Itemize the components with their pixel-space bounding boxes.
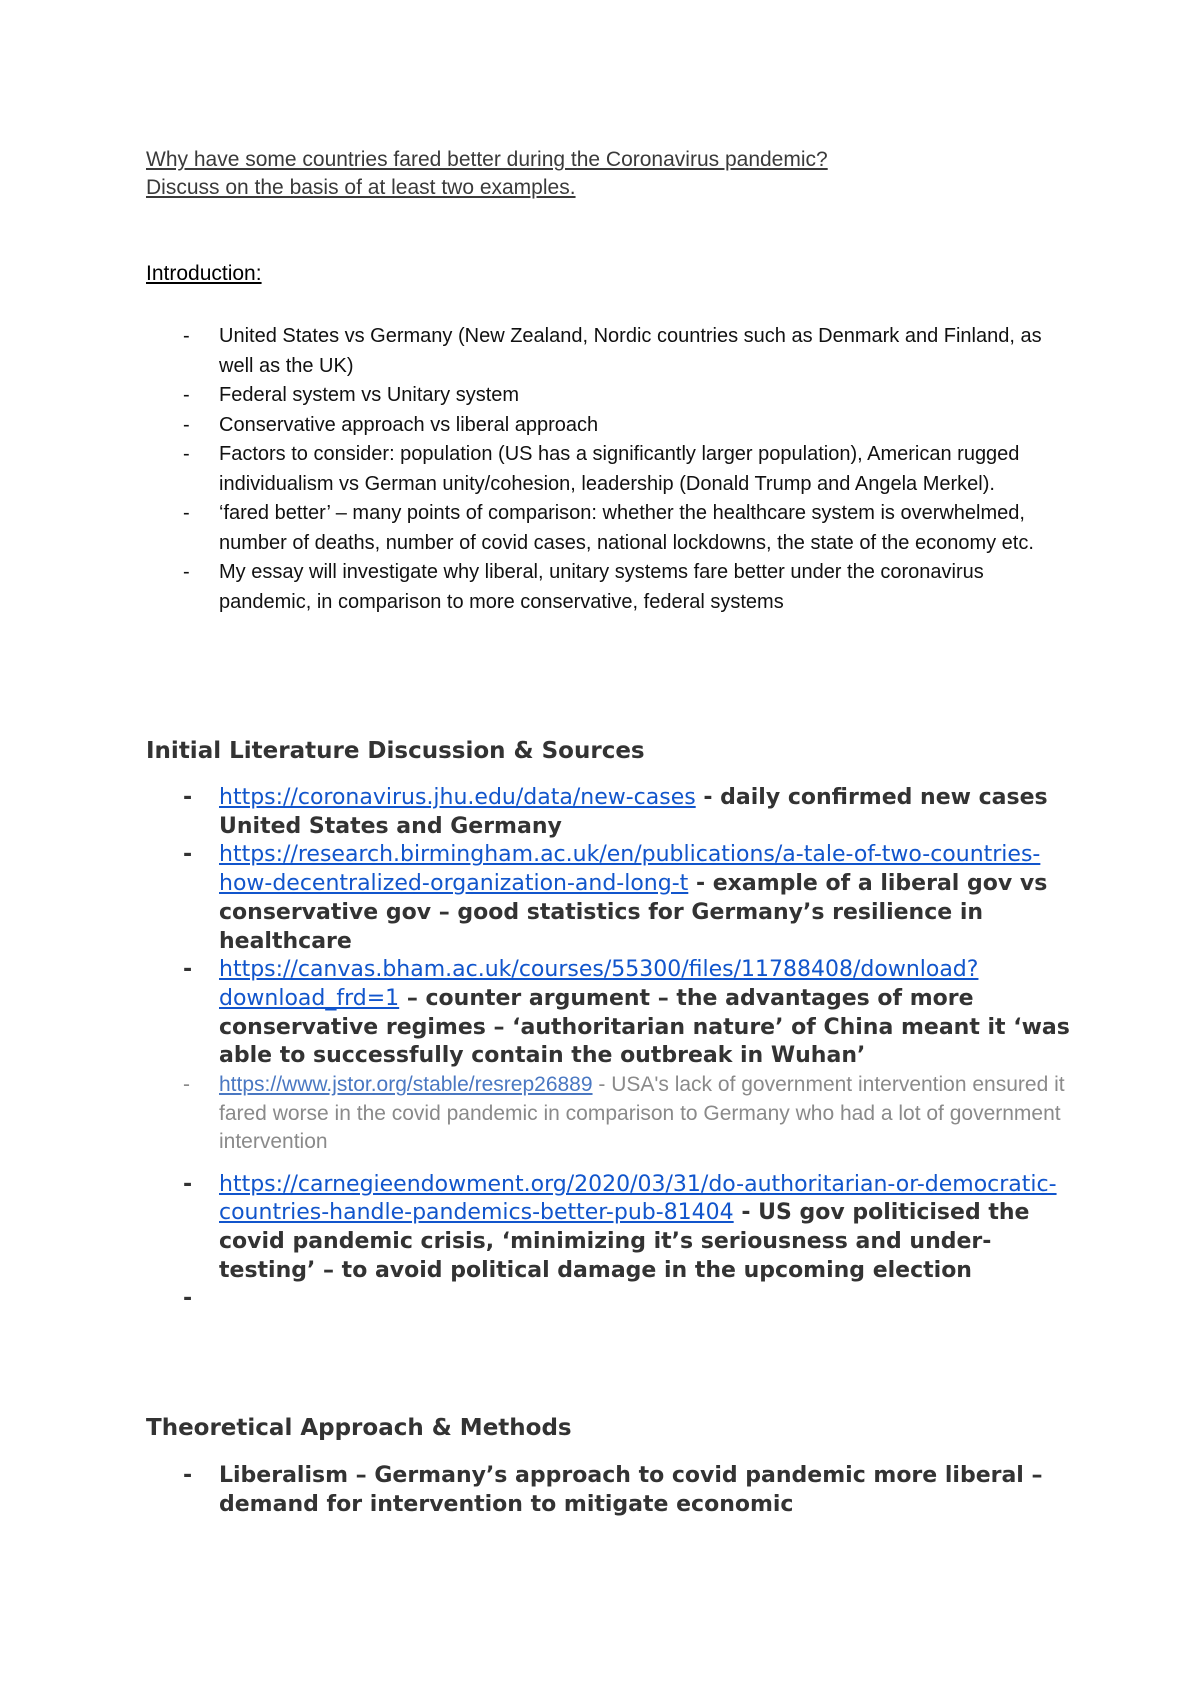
list-item xyxy=(146,411,1046,441)
source-link-jhu[interactable]: https://coronavirus.jhu.edu/data/new-cases xyxy=(219,785,696,810)
introduction-item-text: Federal system vs Unitary system xyxy=(219,384,520,406)
dash-bullet: - xyxy=(183,785,193,810)
introduction-item-text: ‘fared better’ – many points of comparison: whether the healthcare system is overwhelmed, number of deaths, number of covid cases, national lockdowns, the state of the economy etc. xyxy=(219,502,1034,554)
dash-bullet: - xyxy=(183,384,190,406)
source-item xyxy=(146,841,1076,956)
introduction-heading: Introduction: xyxy=(146,262,262,285)
dash-bullet: - xyxy=(183,325,190,347)
source-description: - USA's lack of government intervention ensured it fared worse in the covid pandemic in comparison to Germany who had a lot of government intervention xyxy=(219,1073,1065,1154)
source-link-jstor[interactable]: https://www.jstor.org/stable/resrep26889 xyxy=(219,1073,593,1097)
source-link-birmingham[interactable]: https://research.birmingham.ac.uk/en/publications/a-tale-of-two-countries-how-decentralized-organization-and-long-t xyxy=(219,842,1041,897)
dash-bullet: - xyxy=(183,443,190,465)
list-item xyxy=(146,381,1046,411)
theory-item-text: Liberalism – Germany’s approach to covid pandemic more liberal – demand for intervention to mitigate economic xyxy=(219,1463,1043,1517)
introduction-item-text: Conservative approach vs liberal approach xyxy=(219,413,599,436)
dash-bullet: - xyxy=(183,502,190,524)
theory-list xyxy=(146,1462,1076,1519)
dash-bullet: - xyxy=(183,561,190,583)
dash-bullet: - xyxy=(183,1286,193,1312)
list-item xyxy=(146,440,1046,499)
source-item-empty xyxy=(146,1285,1076,1314)
dash-bullet: - xyxy=(183,842,193,868)
literature-heading: Initial Literature Discussion & Sources xyxy=(146,738,645,764)
essay-title-line-2: Discuss on the basis of at least two examples. xyxy=(146,176,576,199)
essay-title-line-1: Why have some countries fared better during the Coronavirus pandemic? xyxy=(146,148,828,171)
source-item xyxy=(146,1071,1076,1157)
introduction-item-text: My essay will investigate why liberal, unitary systems fare better under the coronavirus pandemic, in comparison to more conservative, federal systems xyxy=(219,561,984,613)
introduction-item-text: United States vs Germany (New Zealand, Nordic countries such as Denmark and Finland, as well as the UK) xyxy=(219,325,1042,377)
dash-bullet: - xyxy=(183,1171,193,1197)
source-item xyxy=(146,1171,1076,1286)
list-item xyxy=(146,1462,1076,1519)
list-item xyxy=(146,322,1046,381)
theory-heading: Theoretical Approach & Methods xyxy=(146,1415,572,1441)
source-description xyxy=(219,1286,227,1311)
introduction-list xyxy=(146,322,1046,617)
literature-list xyxy=(146,784,1076,1314)
dash-bullet: - xyxy=(183,957,193,983)
dash-bullet: - xyxy=(183,1463,193,1488)
source-description: – counter argument – the advantages of more conservative regimes – ‘authoritarian nature’ of China meant it ‘was able to successfully contain the outbreak in Wuhan’ xyxy=(219,985,1070,1069)
source-description: - daily confirmed new cases United States and Germany xyxy=(219,785,1048,839)
source-link-carnegie[interactable]: https://carnegieendowment.org/2020/03/31/do-authoritarian-or-democratic-countries-handle-pandemics-better-pub-81404 xyxy=(219,1171,1057,1226)
dash-bullet: - xyxy=(183,413,190,436)
list-item xyxy=(146,499,1046,558)
source-item xyxy=(146,784,1076,841)
source-item xyxy=(146,956,1076,1071)
source-link-canvas[interactable]: https://canvas.bham.ac.uk/courses/55300/files/11788408/download?download_frd=1 xyxy=(219,957,979,1011)
list-item xyxy=(146,558,1046,617)
dash-bullet: - xyxy=(183,1073,190,1097)
essay-title xyxy=(146,146,1046,202)
source-description: - example of a liberal gov vs conservative gov – good statistics for Germany’s resilience in healthcare xyxy=(219,871,1048,954)
introduction-item-text: Factors to consider: population (US has a significantly larger population), American rugged individualism vs German unity/cohesion, leadership (Donald Trump and Angela Merkel). xyxy=(219,443,1020,495)
source-description: - US gov politicised the covid pandemic crisis, ‘minimizing it’s seriousness and under-testing’ – to avoid political damage in the upcoming election xyxy=(219,1200,1030,1283)
